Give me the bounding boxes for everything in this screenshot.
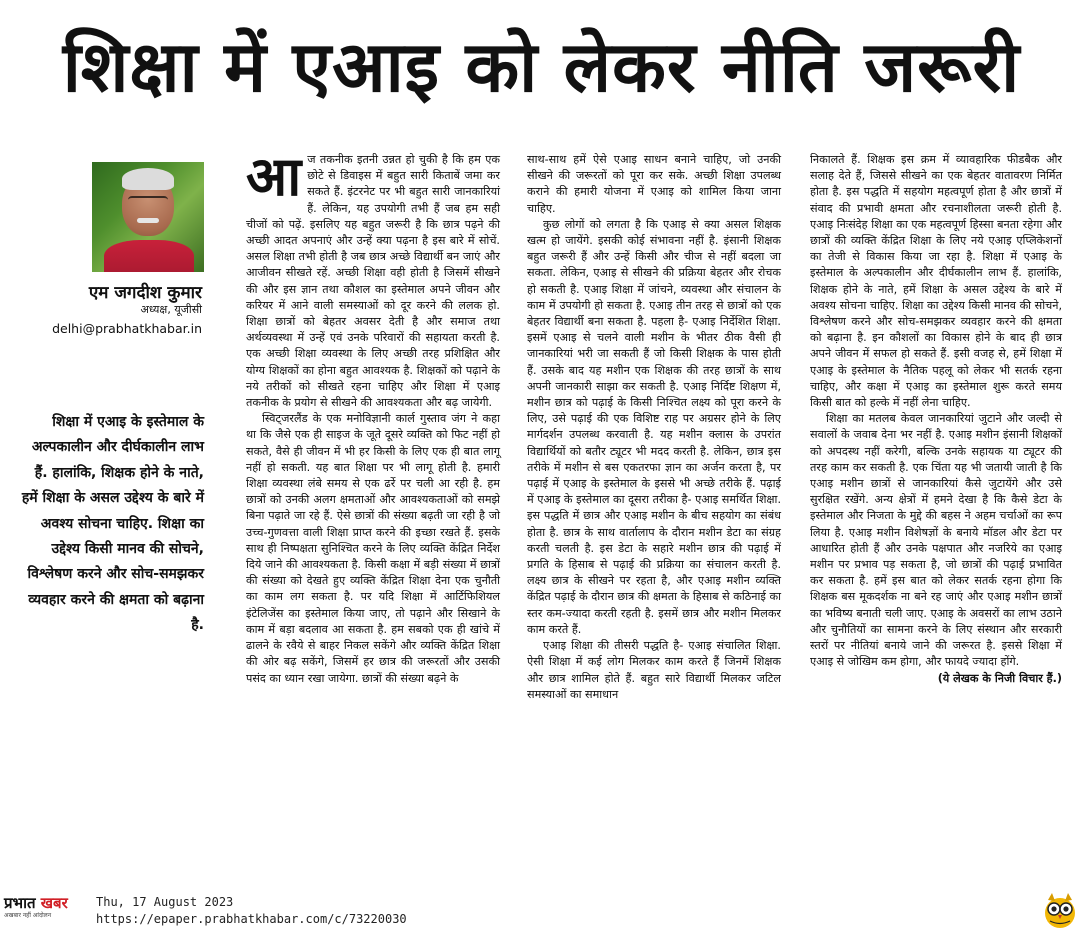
edition-date: Thu, 17 August 2023 [96,895,234,909]
paragraph: कुछ लोगों को लगता है कि एआइ से क्या असल शिक्षक खत्म हो जायेंगे. इसकी कोई संभावना नहीं है. इंसानी शिक्षक बहुत जरूरी हैं और उन्हें किसी और चीज से नहीं बदला जा सकता. लेकिन, एआइ से सीखने की प्रक्रिया बेहतर और रोचक हो सकती है. एआइ शिक्षा में जांचने, व्यवस्था और संचालन के काम में उपयोगी हो सकता है. एआइ तीन तरह से छात्रों को एक बेहतर विद्यार्थी बना सकता है. पहला है- एआइ निर्देशित शिक्षा. इसमें एआइ से चलने वाली मशीन के भीतर ठीक वैसी ही जानकारियां भरी जा सकती हैं जो किसी शिक्षक के पास होती हैं. उसके बाद यह मशीन एक शिक्षक की तरह छात्रों के साथ अपनी जानकारी साझा कर सकती है. एआइ निर्दिष्ट शिक्षण में, मशीन छात्र को पढ़ाई के किसी निश्चित लक्ष्य को पूरा करने के लिए, उसे पढ़ाई की एक विशिष्ट राह पर अग्रसर होने के लिए मार्गदर्शन उपलब्ध करवाती है. यह मशीन क्लास के उपरांत विद्यार्थियों को बतौर ट्यूटर भी मदद करती है. लेकिन, छात्र इस तरीके में मशीन से बस एकतरफा ज्ञान का अर्जन करता है, पर पढ़ाई में एआइ के इस्तेमाल के इससे भी अच्छे तरीके हैं. पढ़ाई में एआइ के इस्तेमाल का दूसरा तरीका है- एआइ समर्थित शिक्षा. इस पद्धति में छात्र और एआइ मशीन के बीच सहयोग का संबंध होता है. छात्र के साथ वार्तालाप के दौरान मशीन डेटा का संग्रह करती चलती है. इस डेटा के सहारे मशीन छात्र की पढ़ाई में प्रगति के हिसाब से पढ़ाई की प्रक्रिया का संचालन करती है. लक्ष्य छात्र के सीखने पर रहता है, और एआइ मशीन व्यक्ति केंद्रित पढ़ाई के दौरान छात्र की क्षमता के हिसाब से कठिनाई का स्तर कम-ज्यादा करती रहती है. इसमें छात्र और मशीन मिलकर काम करते हैं. [527,217,781,636]
paragraph: साथ-साथ हमें ऐसे एआइ साधन बनाने चाहिए, जो उनकी सीखने की जरूरतों को पूरा कर सके. अच्छी शिक्षा उपलब्ध कराने की हमारी योजना में एआइ को शामिल किया जाना चाहिए. [527,153,781,215]
edition-url[interactable]: https://epaper.prabhatkhabar.com/c/73220030 [96,912,407,926]
article-column-1 [246,145,500,687]
brand-tagline: अखबार नहीं आंदोलन [4,912,52,919]
author-role: अध्यक्ष, यूजीसी [140,303,202,316]
paragraph: एआइ शिक्षा की तीसरी पद्धति है- एआइ संचालित शिक्षा. ऐसी शिक्षा में कई लोग मिलकर काम करते हैं जिनमें शिक्षक और छात्र शामिल होते हैं. बहुत सारे विद्यार्थी मिलकर जटिल समस्याओं का समाधान [527,639,781,701]
author-email: delhi@prabhatkhabar.in [52,321,202,336]
pull-quote: शिक्षा में एआइ के इस्तेमाल के अल्पकालीन और दीर्घकालीन लाभ हैं. हालांकि, शिक्षक होने के नाते, हमें शिक्षा के असल उद्देश्य के बारे में अवश्य सोचना चाहिए. शिक्षा का उद्देश्य किसी मानव की सोचने, विश्लेषण करने और सोच-समझकर व्यवहार करने की क्षमता को बढ़ाना है. [21,414,204,634]
paragraph: ज तकनीक इतनी उन्नत हो चुकी है कि हम एक छोटे से डिवाइस में बहुत सारी किताबें जमा कर सकते हैं. इंटरनेट पर भी बहुत सारी जानकारियां हैं. लेकिन, यह उपयोगी तभी हैं जब हम सही चीजों को पढ़ें. इसलिए यह बहुत जरूरी है कि छात्र पढ़ने की अच्छी आदत अपनाएं और उन्हें क्या पढ़ना है इस बारे में सोचें. असल शिक्षा तभी होती है जब छात्र अच्छे विद्यार्थी बन जाएं और आजीवन सीखते रहें. अच्छी शिक्षा वही होती है जिसमें सीखने की और इस ज्ञान तथा कौशल का इस्तेमाल अपने जीवन और करियर में आने वाली समस्याओं को दूर करने की ललक हो. शिक्षा छात्रों को बेहतर अवसर देती है और समाज तथा अर्थव्यवस्था में उन्हें एवं उनके परिवारों की सहायता करती है. एक अच्छी शिक्षा व्यवस्था के लिए अच्छी तरह प्रशिक्षित और योग्य शिक्षकों का होना बहुत आवश्यक है. शिक्षकों को पढ़ाने के नये तरीकों को सीखते रहना चाहिए और शिक्षा में एआइ तकनीक के प्रयोग से सीखने की आवश्यकता और बढ़ जायेगी. [246,153,500,410]
paragraph: शिक्षा का मतलब केवल जानकारियां जुटाने और जल्दी से सवालों के जवाब देना भर नहीं है. एआइ मशीन इंसानी शिक्षकों को अपदस्थ नहीं करेगी, बल्कि उनके सहायक या ट्यूटर की तरह काम कर सकती है. एक चिंता यह भी जतायी जाती है कि एआइ मशीन छात्रों से जानकारियां कैसे जुटायेंगे और उसे सुरक्षित रखेंगे. अन्य क्षेत्रों में हमने देखा है कि कैसे डेटा के इस्तेमाल और निजता के मुद्दे की बहस ने अहम चर्चाओं का रूप लिया है. एआइ मशीन विशेषज्ञों के बनाये मॉडल और डेटा पर आधारित होती हैं और उनके पक्षपात और नजरिये का एआइ मशीन पर प्रभाव पड़ सकता है, जो छात्रों की पढ़ाई प्रभावित कर सकता है. हमें इस बात को लेकर सतर्क रहना होगा कि शिक्षक बस मूकदर्शक ना बने रह जाएं और एआइ मशीन छात्रों का भविष्य बनाती चली जाए. एआइ के अवसरों का लाभ उठाने और चुनौतियों का सामना करने के लिए संस्थान और सरकारी स्तरों पर नीतियां बनाये जाने की जरूरत है. इससे शिक्षा में एआइ से जोखिम कम होगा, और फायदे ज्यादा होंगे. [810,412,1062,669]
drop-cap: आ [246,145,302,208]
author-disclaimer: (ये लेखक के निजी विचार हैं.) [937,671,1062,685]
article-column-2 [527,152,781,703]
author-name: एम जगदीश कुमार [88,283,202,303]
headline: शिक्षा में एआइ को लेकर नीति जरूरी [62,26,1021,108]
paragraph: निकालते हैं. शिक्षक इस क्रम में व्यावहारिक फीडबैक और सलाह देते हैं, जिससे सीखने का एक बेहतर वातावरण निर्मित होता है. इस पद्धति में सहयोग महत्वपूर्ण होता है और छात्रों में संवाद की प्रभावी क्षमता और रचनाशीलता जरूरी होती है. एआइ निःसंदेह शिक्षा का एक महत्वपूर्ण हिस्सा बनता रहेगा और छात्रों की व्यक्ति केंद्रित शिक्षा के लिए नये एआइ एप्लिकेशनों का तेजी से विकास किया जा रहा है. शिक्षा में एआइ के इस्तेमाल के अल्पकालीन और दीर्घकालीन लाभ हैं. हालांकि, शिक्षक होने के नाते, हमें शिक्षा के असल उद्देश्य के बारे में अवश्य सोचना चाहिए. शिक्षा का उद्देश्य किसी मानव की सोचने, विश्लेषण करने और सोच-समझकर व्यवहार करने की क्षमता को बढ़ाना है. इन कौशलों का विकास होने के बाद ही छात्र अपने जीवन में सफल हो सकते हैं. इसी वजह से, हमें शिक्षा में एआइ के इस्तेमाल के नैतिक पहलू को लेकर भी सतर्क रहना चाहिए, और कक्षा में एआइ का इस्तेमाल शुरू करते समय किसी बात को हल्के में नहीं लेना चाहिए. [810,153,1062,410]
brand-logo[interactable] [4,894,92,928]
paragraph: स्विट्जरलैंड के एक मनोविज्ञानी कार्ल गुस्ताव जंग ने कहा था कि जैसे एक ही साइज के जूते दूसरे व्यक्ति को फिट नहीं हो सकते, वैसे ही जीवन में भी हर किसी के लिए एक ही बात लागू नहीं हो सकती. यह बात शिक्षा पर भी लागू होती है. हमारी शिक्षा व्यवस्था लंबे समय से एक ढर्रे पर चली आ रही है. हम छात्रों को उनकी अलग क्षमताओं और आवश्यकताओं को समझे बिना पढ़ाते जा रहे हैं. ऐसे छात्रों की संख्या बढ़ती जा रही है जो उच्च-गुणवत्ता वाली शिक्षा प्राप्त करने की इच्छा रखते हैं. इसके साथ ही निष्पक्षता सुनिश्चित करने के लिए व्यक्ति केंद्रित निर्देश दिये जाने की आवश्यकता है. किसी कक्षा में बड़ी संख्या में छात्रों की संख्या को देखते हुए व्यक्ति केंद्रित शिक्षा देना एक चुनौती का काम लग सकता है. पर यदि शिक्षा में आर्टिफिशियल इंटेलिजेंस का इस्तेमाल किया जाए, तो पढ़ाने और सिखाने के काम में बड़ा बदलाव आ सकता है. हम सबको एक ही खांचे में ढालने के रवैये से बाहर निकल सकेंगे और व्यक्ति केंद्रित शिक्षा की ओर बढ़ सकेंगे, जिसमें हर छात्र की जरूरतों और उसकी पसंद का ध्यान रखा जायेगा. छात्रों की संख्या बढ़ने के [246,412,500,685]
author-photo [92,162,204,272]
brand-name-part1: प्रभात [4,894,36,912]
owl-mascot-icon[interactable] [1040,890,1080,930]
brand-name-part2: खबर [40,894,68,912]
article-column-3 [810,152,1062,687]
